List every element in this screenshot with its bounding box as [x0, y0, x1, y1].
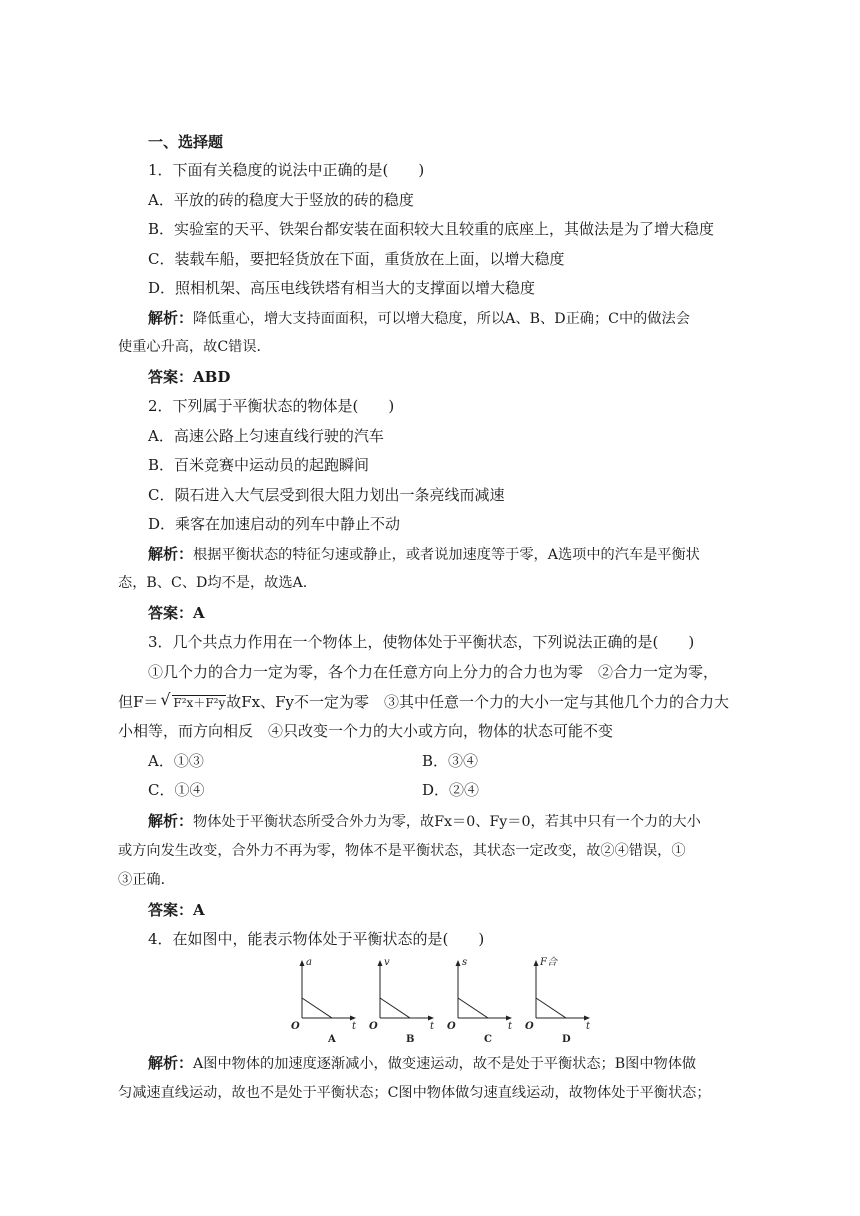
graph-C [447, 957, 513, 1045]
q3-statement-line3: 小相等，而方向相反 ④只改变一个力的大小或方向，物体的状态可能不变 [118, 722, 614, 740]
q1-explanation-line1 [148, 308, 690, 329]
q4-explanation-text1: A图中物体的加速度逐渐减小，做变速运动，故不是处于平衡状态；B图中物体做 [193, 1056, 697, 1072]
q3-option-d: D．②④ [422, 781, 480, 799]
q3-statement-line1: ①几个力的合力一定为零，各个力在任意方向上分力的合力也为零 ②合力一定为零， [148, 663, 719, 681]
q1-option-c: C．装载车船，要把轻货放在下面，重货放在上面，以增大稳度 [148, 250, 565, 268]
y-axis-label: s [462, 957, 468, 968]
y-axis-label: v [384, 957, 390, 968]
graph-line [458, 998, 488, 1018]
q1-option-b: B．实验室的天平、铁架台都安装在面积较大且较重的底座上，其做法是为了增大稳度 [148, 220, 715, 238]
q2-option-a: A．高速公路上匀速直线行驶的汽车 [148, 427, 384, 445]
graph-A [291, 957, 357, 1045]
y-axis-label: a [306, 957, 312, 968]
q3-explanation-text1: 物体处于平衡状态所受合外力为零，故Fx＝0、Fy＝0，若其中只有一个力的大小 [193, 814, 701, 830]
q4-explanation-line1 [148, 1053, 696, 1074]
q3-stem: 3．几个共点力作用在一个物体上，使物体处于平衡状态，下列说法正确的是( ) [148, 633, 695, 651]
y-axis-arrow [378, 960, 383, 966]
y-axis-arrow [456, 960, 461, 966]
x-axis-label: t [352, 1021, 357, 1032]
q1-option-d: D．照相机架、高压电线铁塔有相当大的支撑面以增大稳度 [148, 279, 536, 297]
x-axis-label: t [586, 1021, 591, 1032]
x-axis-label: t [508, 1021, 513, 1032]
origin-label: O [369, 1021, 378, 1032]
x-axis-arrow [350, 1016, 356, 1021]
q3-answer: 答案：A [148, 901, 205, 919]
q2-explanation-line1 [148, 544, 700, 565]
q3-explanation-label: 解析： [148, 812, 194, 830]
q2-explanation-label: 解析： [148, 545, 194, 563]
q1-answer: 答案：ABD [148, 368, 231, 386]
y-axis-arrow [534, 960, 539, 966]
q2-explanation-text1: 根据平衡状态的特征匀速或静止，或者说加速度等于零，A选项中的汽车是平衡状 [193, 547, 700, 563]
x-axis-label: t [430, 1021, 435, 1032]
graph-caption: B [406, 1034, 415, 1045]
q2-option-b: B．百米竞赛中运动员的起跑瞬间 [148, 456, 370, 474]
q3-formula-prefix: 但F＝ [118, 693, 159, 711]
q4-stem: 4．在如图中，能表示物体处于平衡状态的是( ) [148, 930, 485, 948]
q2-answer: 答案：A [148, 604, 205, 622]
q1-explanation-text1: 降低重心，增大支持面面积，可以增大稳度，所以A、B、D正确；C中的做法会 [193, 311, 690, 327]
section-heading: 一、选择题 [148, 133, 224, 151]
graph-D [525, 956, 591, 1045]
q4-graphs [290, 956, 600, 1046]
q1-stem: 1．下面有关稳度的说法中正确的是( ) [148, 161, 425, 179]
graph-line [380, 998, 410, 1018]
q1-explanation-line2: 使重心升高，故C错误． [118, 339, 271, 355]
q4-explanation-label: 解析： [148, 1054, 194, 1072]
graph-caption: A [328, 1034, 336, 1045]
q3-statement-line2 [118, 692, 729, 713]
y-axis-label: F合 [540, 957, 557, 968]
q3-formula-suffix: 故Fx、Fy不一定为零 ③其中任意一个力的大小一定与其他几个力的合力大 [226, 693, 730, 711]
q4-explanation-line2: 匀减速直线运动，故也不是处于平衡状态；C图中物体做匀速直线运动，故物体处于平衡状态； [118, 1085, 711, 1101]
sqrt-formula [162, 692, 226, 713]
q3-explanation-line3: ③正确． [118, 872, 175, 888]
origin-label: O [525, 1021, 534, 1032]
x-axis-arrow [428, 1016, 434, 1021]
q2-option-c: C．陨石进入大气层受到很大阻力划出一条亮线而减速 [148, 486, 505, 504]
graph-caption: C [484, 1034, 492, 1045]
x-axis-arrow [506, 1016, 512, 1021]
origin-label: O [447, 1021, 456, 1032]
q1-option-a: A．平放的砖的稳度大于竖放的砖的稳度 [148, 191, 414, 209]
q1-explanation-label: 解析： [148, 309, 194, 327]
q3-option-c: C．①④ [148, 781, 205, 799]
q2-stem: 2．下列属于平衡状态的物体是( ) [148, 397, 395, 415]
q4-graphs-svg [290, 956, 600, 1046]
q3-explanation-line1 [148, 811, 701, 832]
q3-option-a: A．①③ [148, 752, 204, 770]
x-axis-arrow [584, 1016, 590, 1021]
sqrt-radicand: F²x＋F²y [173, 696, 226, 710]
graph-B [369, 957, 435, 1045]
q2-explanation-line2: 态，B、C、D均不是，故选A. [118, 575, 308, 591]
graph-caption: D [562, 1034, 571, 1045]
origin-label: O [291, 1021, 300, 1032]
graph-line [536, 998, 566, 1018]
q3-option-b: B．③④ [422, 752, 479, 770]
graph-line [302, 998, 332, 1018]
q2-option-d: D．乘客在加速启动的列车中静止不动 [148, 515, 401, 533]
y-axis-arrow [300, 960, 305, 966]
q3-explanation-line2: 或方向发生改变，合外力不再为零，物体不是平衡状态，其状态一定改变，故②④错误，① [118, 843, 686, 859]
